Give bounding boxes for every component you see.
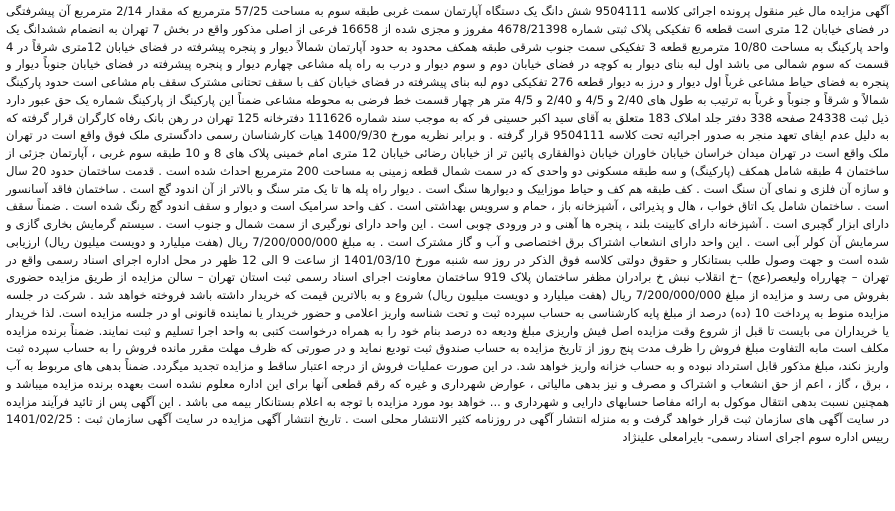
notice-body-text: آگهی مزایده مال غیر منقول پرونده اجرائی کلاسه 9504111 شش دانگ یک دستگاه آپارتمان سمت غربی طبقه سوم به مساحت 57/25 مترمربع که مقدار 2/14 مترمربع آن پیشرفتگی در فضای خیابان 12 متری است قطعه 6 تفکیکی پلاک ثبتی شماره 4678/21398 مفروز و مجزی شده از 16658 فرعی از اصلی مذکور واقع در بخش 7 تهران به انضمام ششدانگ یک واحد پارکینگ به مساحت 10/80 مترمربع قطعه 3 تفکیکی سمت جنوب شرقی طبقه همکف محدود به حدود آپارتمان شمالاً دیوار و پنجره پیشرفته در فضای خیابان 12متری شرقاً در 4 قسمت که سوم شمالی می باشد اول لبه بنای دیوار به کوچه در فضای خیابان دوم و سوم دیوار و درب به راه پله مشاعی چهارم دیوار و پنجره پیشرفته در فضای خیابان جنوباً دیوار و پنجره به فضای حیاط مشاعی غرباً اول دیوار و درز به دیوار قطعه 276 تفکیکی دوم لبه بنای پیشرفته در فضای خیابان کف با سقف تحتانی مشترک سقف بام مشاعی است حدود پارکینگ شمالاً و شرقاً و جنوباً و غرباً به ترتیب به طول های 2/40 و 4/5 و 2/40 و 4/5 متر هر چهار قسمت خط فرضی به محوطه مشاعی ضمناً این پارکینگ از پارکینگ شماره یک حق عبور دارد ذیل ثبت 24338 صفحه 338 دفتر جلد املاک 183 متعلق به آقای سید اکبر حسینی فر که به موجب سند شماره 111626 دفترخانه 125 تهران در رهن بانک رفاه کارگران قرار گرفته که به دلیل عدم ایفای تعهد منجر به صدور اجرائیه تحت کلاسه 9504111 قرار گرفته . و برابر نظریه مورخ 1400/9/30 هیات کارشناسان رسمی دادگستری ملک فوق واقع است در تهران ملک واقع است در تهران میدان خراسان خیابان خاوران خیابان ذوالفقاری پائین تر از خیابان رضائی خیابان 12 متری امام خمینی پلاک های 8 و 10 طبقه سوم غربی ، آپارتمان جزئی از ساختمان 4 طبقه شامل همکف (پارکینگ) و سه طبقه مسکونی دو واحدی که در سمت شمال قطعه زمینی به مساحت 200 مترمربع احداث شده است . قدمت ساختمان حدود 20 سال و سازه آن فلزی و نمای آن سنگ است . کف طبقه هم کف و حیاط موزاییک و دیوارها سنگ است . دیوار راه پله ها تا یک متر سنگ و بالاتر از آن اندود گچ است . ساختمان فاقد آسانسور است . ساختمان شامل یک اتاق خواب ، هال و پذیرائی ، آشپزخانه باز ، حمام و سرویس بهداشتی است . کف واحد سرامیک است و دیوار و سقف اندود گچ رنگ شده است . ضمناً سقف دارای ابزار گچبری است . آشپزخانه دارای کابینت بلند ، پنجره ها آهنی و در ورودی چوبی است . این واحد دارای نورگیری از سمت شمال و جنوب است . سیستم گرمایش بخاری گازی و سرمایش آن کولر آبی است . این واحد دارای انشعاب اشتراک برق اختصاصی و آب و گاز مشترک است . به مبلغ 7/200/000/000 ریال (هفت میلیارد و دویست میلیون ریال) ارزیابی شده است و جهت وصول طلب بستانکار و حقوق دولتی کلاسه فوق الذکر در روز سه شنبه مورخ 1401/03/10 از ساعت 9 الی 12 ظهر در محل اداره اجرای اسناد رسمی واقع در تهران – چهارراه ولیعصر(عج) –خ انقلاب نبش خ برادران مظفر ساختمان پلاک 919 ساختمان معاونت اجرای اسناد رسمی ثبت استان تهران – سالن مزایده از طریق مزایده حضوری بفروش می رسد و مزایده از مبلغ 7/200/000/000 ریال (هفت میلیارد و دویست میلیون ریال) شروع و به بالاترین قیمت که خریدار داشته باشد فروخته خواهد شد . شرکت در جلسه مزایده منوط به پرداخت 10 (ده) درصد از مبلغ پایه کارشناسی به حساب سپرده ثبت و تحت شناسه واریز اعلامی و حضور خریدار یا نماینده قانونی او در جلسه مزایده است. لذا خریدار یا خریداران می بایست تا قبل از شروع وقت مزایده اصل فیش واریزی مبلغ ودیعه ده درصد بنام خود را به همراه درخواست کتبی به واحد اجرا تسلیم و ثبت نمایند. ضمناً برنده مزایده مکلف است مابه التفاوت مبلغ فروش را ظرف مدت پنج روز از تاریخ مزایده به حساب صندوق ثبت تودیع نماید و در صورتی که ظرف مهلت مقرر مانده فروش را به حساب سپرده ثبت واریز نکند، مبلغ مذکور قابل استرداد نبوده و به حساب خزانه واریز خواهد شد. در این صورت عملیات فروش از درجه اعتبار ساقط و مزایده تجدید میگردد. ضمناً بدهی های مربوط به آب ، برق ، گاز ، اعم از حق انشعاب و اشتراک و مصرف و نیز بدهی مالیاتی ، عوارض شهرداری و غیره که رقم قطعی آنها برای این اداره معلوم نشده است بعهده برنده مزایده میباشد و همچنین نسبت بدهی انتقال موکول به ارائه مفاصا حسابهای دارایی و شهرداری و ... خواهد بود مورد مزایده با توجه به اعلام بستانکار بیمه می باشد . این آگهی پس از تائید فرآیند مزایده در سایت آگهی های سازمان ثبت قرار خواهد گرفت و به منزله انتشار آگهی در روزنامه کثیر الانتشار محلی است . تاریخ انتشار آگهی مزایده در سایت آگهی سازمان ثبت : 1401/02/25 رییس اداره سوم اجرای اسناد رسمی- بایرامعلی علینژاد	[6, 4, 890, 444]
